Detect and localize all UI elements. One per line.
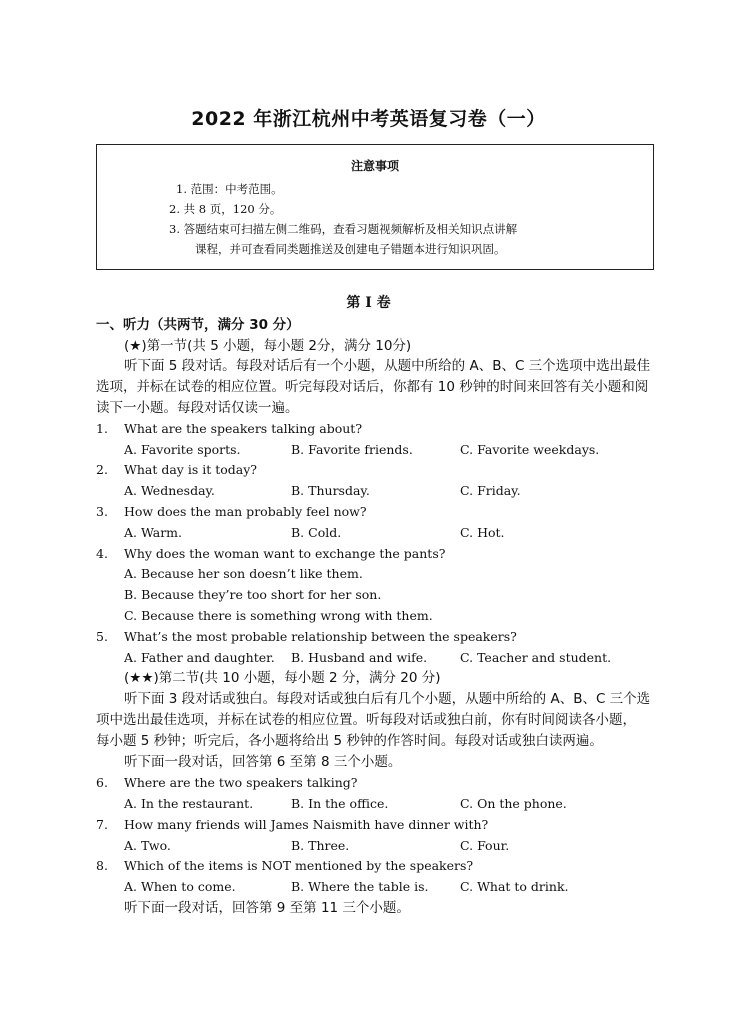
- question-number: 2.: [96, 462, 108, 477]
- dialog-intro: 听下面一段对话，回答第 6 至第 8 三个小题。: [124, 754, 402, 770]
- part-heading: 一、听力（共两节，满分 30 分）: [96, 317, 300, 333]
- question-text: Which of the items is NOT mentioned by the speakers?: [124, 858, 474, 873]
- instruction-line: 读下一小题。每段对话仅读一遍。: [96, 400, 299, 416]
- option-c: C. What to drink.: [460, 879, 569, 894]
- option-b: B. Three.: [291, 838, 350, 853]
- notice-item: 课程，并可查看同类题推送及创建电子错题本进行知识巩固。: [195, 242, 506, 256]
- question-text: What are the speakers talking about?: [124, 421, 363, 436]
- question-number: 3.: [96, 504, 108, 519]
- option-a: A. Because her son doesn’t like them.: [124, 566, 363, 581]
- option-c: C. Favorite weekdays.: [460, 442, 600, 457]
- question-number: 8.: [96, 858, 108, 873]
- instruction-line: 听下面 5 段对话。每段对话后有一个小题，从题中所给的 A、B、C 三个选项中选出最佳: [124, 358, 651, 374]
- question-text: What day is it today?: [124, 462, 257, 477]
- notice-item: 2. 共 8 页，120 分。: [169, 202, 282, 216]
- option-c: C. Friday.: [460, 483, 521, 498]
- option-c: C. Teacher and student.: [460, 650, 612, 665]
- notice-item: 1. 范围：中考范围。: [176, 182, 283, 196]
- option-b: B. Cold.: [291, 525, 342, 540]
- option-a: A. When to come.: [124, 879, 236, 894]
- option-b: B. Favorite friends.: [291, 442, 413, 457]
- question-text: Why does the woman want to exchange the pants?: [124, 546, 446, 561]
- option-a: A. In the restaurant.: [124, 796, 254, 811]
- instruction-line: 听下面 3 段对话或独白。每段对话或独白后有几个小题，从题中所给的 A、B、C 三个选: [124, 691, 651, 707]
- page-title: 2022 年浙江杭州中考英语复习卷（一）: [191, 108, 546, 130]
- notice-heading: 注意事项: [350, 159, 399, 173]
- option-a: A. Favorite sports.: [124, 442, 241, 457]
- option-b: B. Because they’re too short for her son.: [124, 587, 382, 602]
- question-number: 4.: [96, 546, 108, 561]
- option-a: A. Warm.: [124, 525, 182, 540]
- section2-heading: (★★)第二节(共 10 小题，每小题 2 分，满分 20 分): [124, 670, 441, 686]
- dialog-intro: 听下面一段对话，回答第 9 至第 11 三个小题。: [124, 900, 410, 916]
- option-c: C. Hot.: [460, 525, 505, 540]
- notice-box: [96, 144, 654, 270]
- section-title: 第 I 卷: [346, 295, 391, 311]
- question-text: How many friends will James Naismith have dinner with?: [124, 817, 489, 832]
- option-c: C. On the phone.: [460, 796, 567, 811]
- question-number: 6.: [96, 775, 108, 790]
- question-text: What’s the most probable relationship between the speakers?: [124, 629, 517, 644]
- option-a: A. Two.: [124, 838, 171, 853]
- section1-heading: (★)第一节(共 5 小题，每小题 2分，满分 10分): [124, 338, 412, 354]
- instruction-line: 选项，并标在试卷的相应位置。听完每段对话后，你都有 10 秒钟的时间来回答有关小题和阅: [96, 379, 649, 395]
- option-a: A. Father and daughter.: [124, 650, 275, 665]
- question-number: 1.: [96, 421, 108, 436]
- instruction-line: 项中选出最佳选项，并标在试卷的相应位置。听每段对话或独白前，你有时间阅读各小题，: [96, 712, 636, 728]
- question-number: 5.: [96, 629, 108, 644]
- question-number: 7.: [96, 817, 108, 832]
- option-b: B. In the office.: [291, 796, 389, 811]
- question-text: Where are the two speakers talking?: [124, 775, 358, 790]
- option-b: B. Thursday.: [291, 483, 370, 498]
- option-b: B. Husband and wife.: [291, 650, 428, 665]
- option-c: C. Four.: [460, 838, 510, 853]
- option-c: C. Because there is something wrong with them.: [124, 608, 433, 623]
- option-b: B. Where the table is.: [291, 879, 429, 894]
- notice-item: 3. 答题结束可扫描左侧二维码，查看习题视频解析及相关知识点讲解: [169, 222, 518, 236]
- question-text: How does the man probably feel now?: [124, 504, 367, 519]
- option-a: A. Wednesday.: [124, 483, 215, 498]
- instruction-line: 每小题 5 秒钟；听完后，各小题将给出 5 秒钟的作答时间。每段对话或独白读两遍。: [96, 733, 603, 749]
